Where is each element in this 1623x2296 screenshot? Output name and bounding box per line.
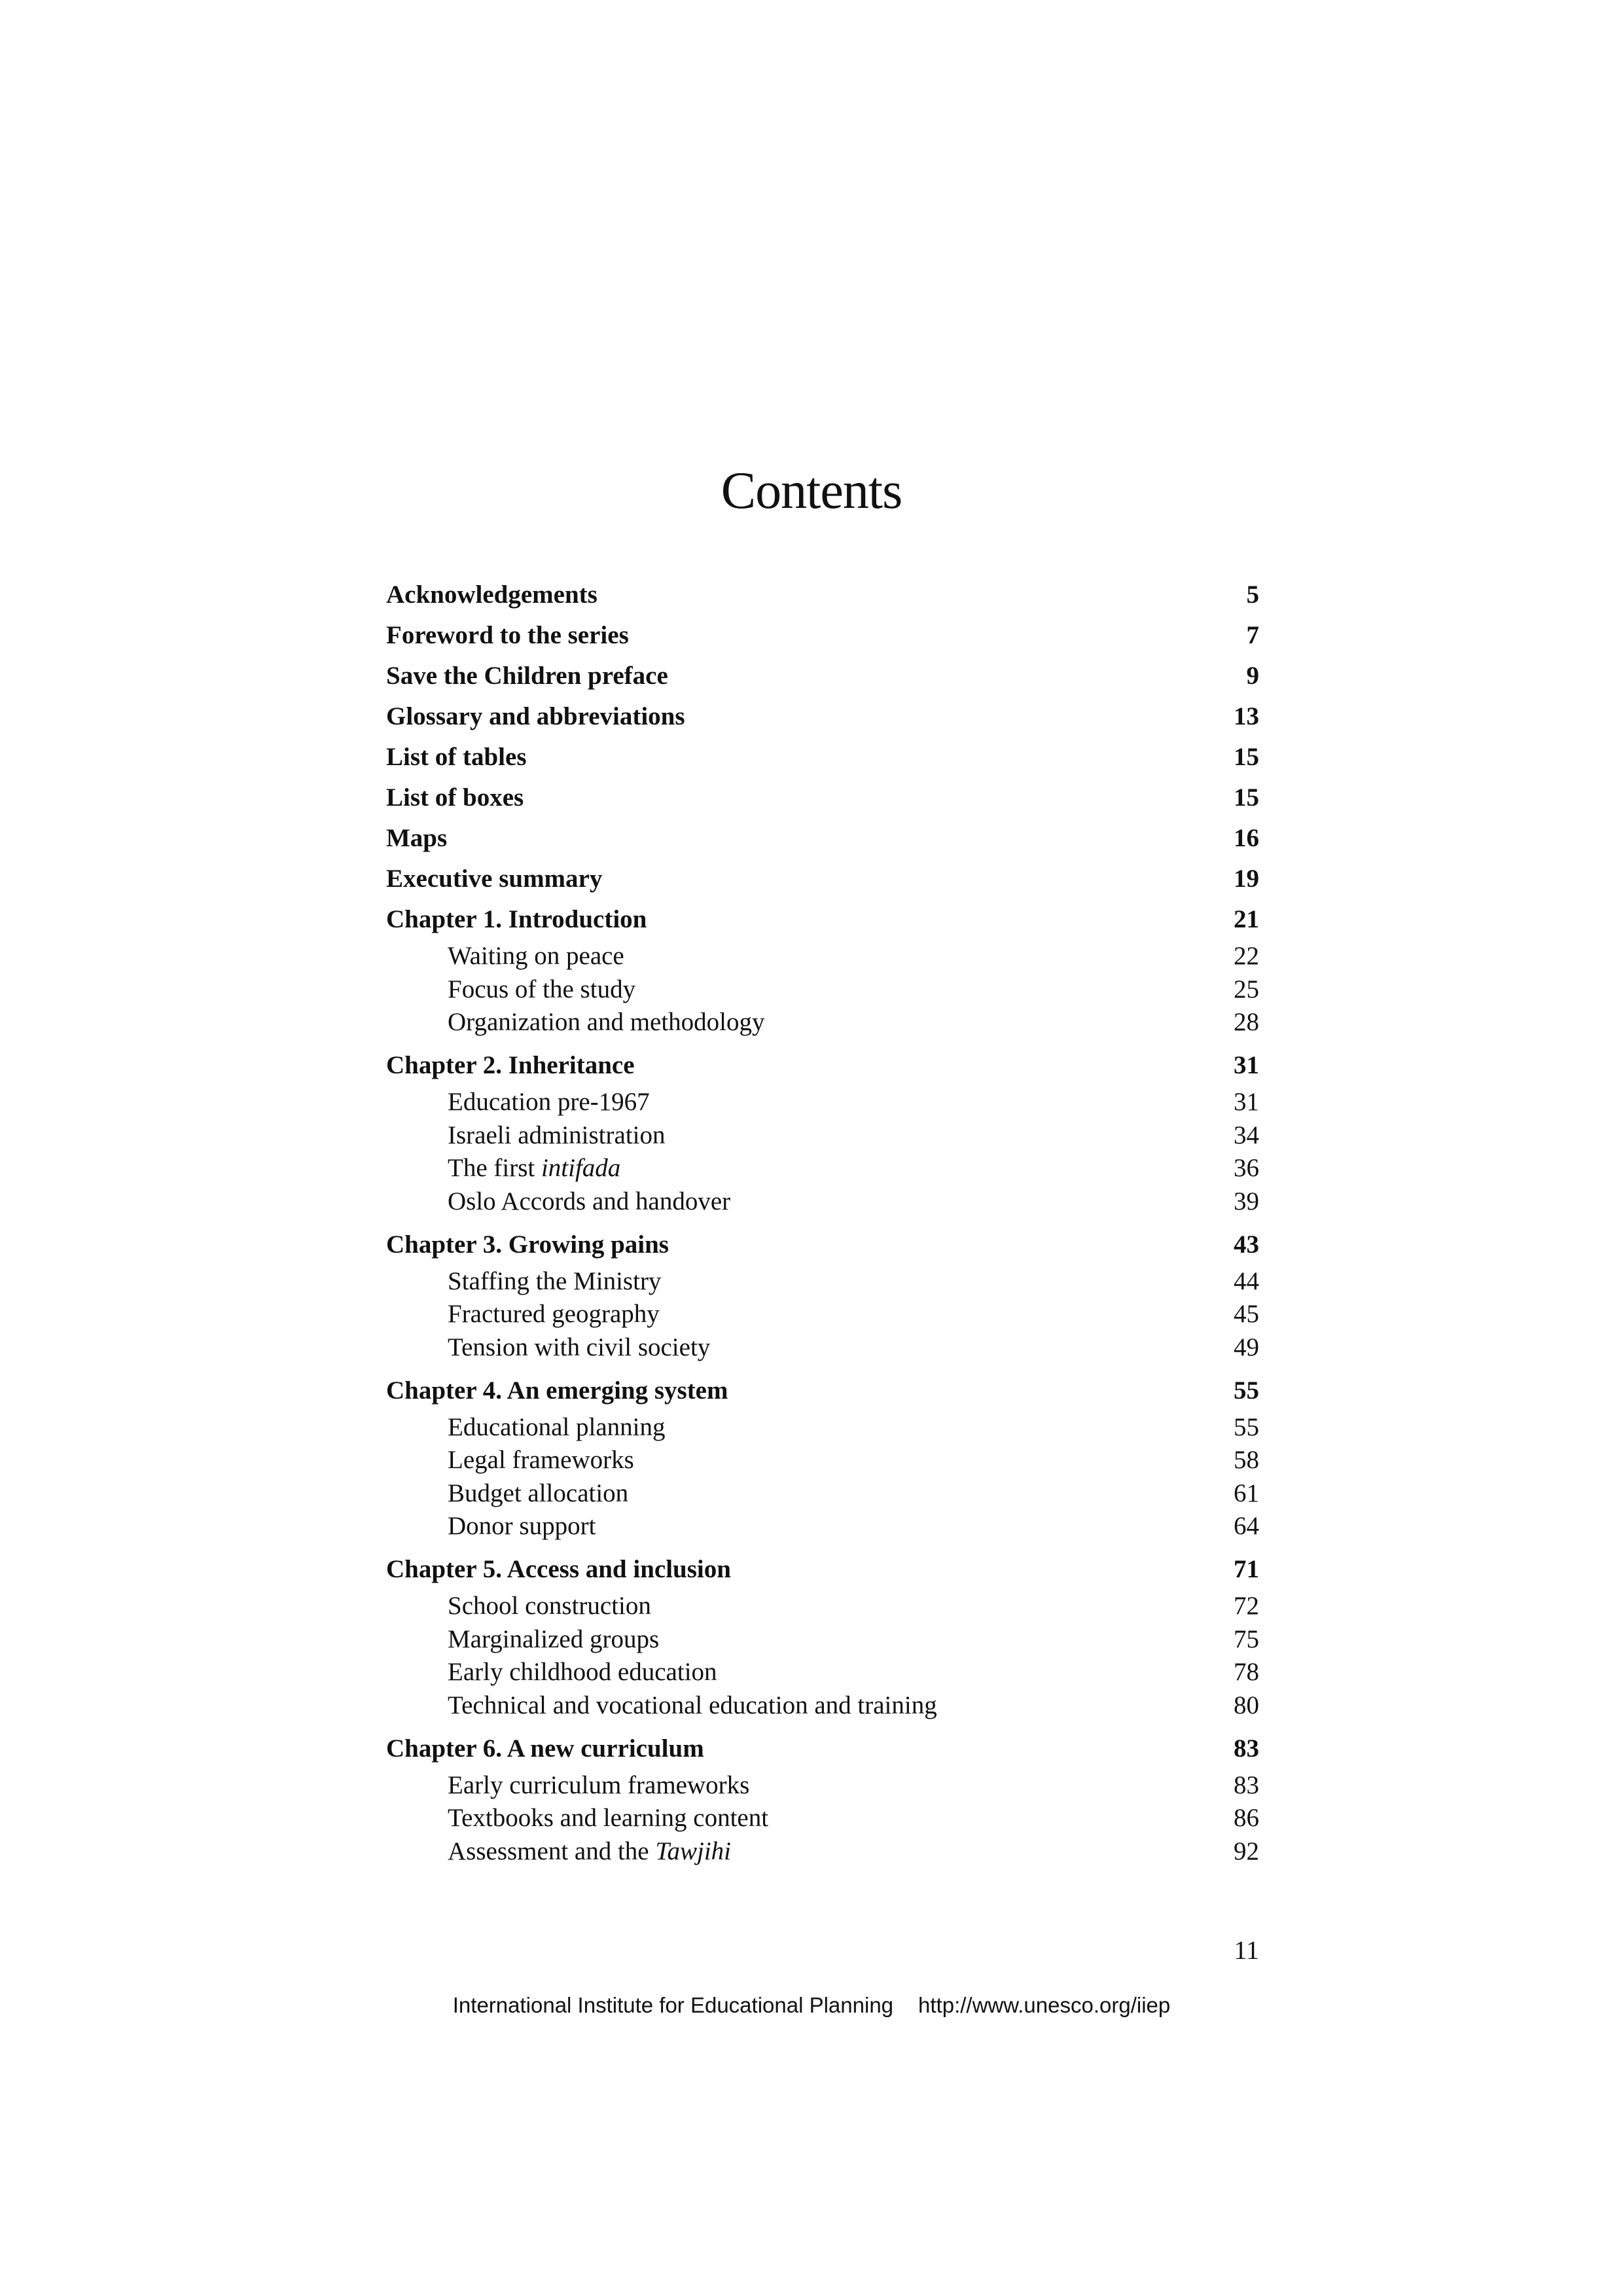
toc-entry[interactable] [386,696,1259,737]
toc-entry-title: Tension with civil society [448,1333,711,1361]
footer-institute: International Institute for Educational Planning [452,1993,894,2017]
toc-entry-page: 45 [1234,1300,1259,1328]
toc-entry-title: Technical and vocational education and training [448,1691,937,1719]
toc-entry-title: Chapter 5. Access and inclusion [386,1555,731,1583]
table-of-contents [386,575,1259,1868]
toc-entry-title: Chapter 2. Inheritance [386,1051,635,1079]
toc-entry-title: The first intifada [448,1154,621,1182]
toc-entry-page: 49 [1234,1333,1259,1361]
toc-entry-page: 75 [1234,1624,1259,1653]
toc-entry-title: Save the Children preface [386,662,668,690]
toc-entry[interactable] [386,615,1259,656]
toc-entry-title: Chapter 3. Growing pains [386,1230,669,1259]
toc-entry-title: Education pre-1967 [448,1088,650,1116]
toc-entry[interactable] [386,1729,1259,1769]
toc-subentry[interactable] [386,1477,1259,1511]
toc-subentry[interactable] [386,1298,1259,1331]
toc-entry-title: Legal frameworks [448,1446,634,1474]
toc-entry-page: 43 [1234,1230,1259,1259]
toc-subentry[interactable] [386,1185,1259,1225]
toc-subentry[interactable] [386,1623,1259,1657]
toc-entry-title: List of tables [386,743,527,771]
toc-entry-page: 7 [1246,621,1259,649]
toc-entry-page: 58 [1234,1446,1259,1474]
toc-entry-title: Oslo Accords and handover [448,1187,731,1215]
toc-subentry[interactable] [386,1510,1259,1549]
toc-entry-title: Assessment and the Tawjihi [448,1837,732,1865]
toc-entry-page: 72 [1234,1592,1259,1620]
toc-entry-title: Marginalized groups [448,1624,660,1653]
toc-entry-title: Educational planning [448,1412,666,1441]
toc-entry[interactable] [386,1045,1259,1086]
toc-entry-page: 25 [1234,975,1259,1003]
toc-entry-page: 9 [1246,662,1259,690]
toc-entry-title: Foreword to the series [386,621,629,649]
toc-entry-title: Donor support [448,1512,596,1540]
toc-entry-page: 31 [1234,1051,1259,1079]
toc-entry[interactable] [386,575,1259,615]
toc-entry-title: Organization and methodology [448,1008,765,1036]
toc-entry-page: 28 [1234,1008,1259,1036]
toc-subentry[interactable] [386,1769,1259,1803]
toc-subentry[interactable] [386,1152,1259,1185]
toc-entry-title: Early curriculum frameworks [448,1770,750,1799]
toc-entry-title: Waiting on peace [448,942,624,970]
toc-entry-page: 64 [1234,1512,1259,1540]
toc-entry[interactable] [386,1225,1259,1265]
toc-entry[interactable] [386,778,1259,818]
toc-subentry[interactable] [386,1835,1259,1869]
toc-entry-page: 31 [1234,1088,1259,1116]
toc-subentry[interactable] [386,1656,1259,1689]
toc-entry-title: Chapter 4. An emerging system [386,1376,728,1405]
toc-subentry[interactable] [386,1444,1259,1477]
toc-entry-page: 55 [1234,1376,1259,1405]
toc-entry[interactable] [386,1549,1259,1590]
toc-entry-page: 15 [1234,743,1259,771]
toc-entry-page: 61 [1234,1479,1259,1507]
toc-subentry[interactable] [386,973,1259,1007]
toc-entry-page: 71 [1234,1555,1259,1583]
toc-entry-title: Chapter 6. A new curriculum [386,1734,704,1763]
toc-entry-page: 55 [1234,1412,1259,1441]
toc-subentry[interactable] [386,1331,1259,1371]
toc-entry-page: 83 [1234,1734,1259,1763]
toc-entry-page: 83 [1234,1770,1259,1799]
toc-subentry[interactable] [386,1265,1259,1299]
footer-url: http://www.unesco.org/iiep [918,1993,1171,2017]
toc-entry-page: 13 [1234,702,1259,730]
toc-entry-title: Fractured geography [448,1300,660,1328]
page-number: 11 [1234,1935,1259,1965]
toc-entry-page: 44 [1234,1266,1259,1295]
toc-subentry[interactable] [386,1119,1259,1153]
toc-entry-title: Acknowledgements [386,581,597,609]
toc-entry-title: List of boxes [386,783,524,812]
toc-subentry[interactable] [386,1086,1259,1119]
toc-entry-page: 16 [1234,824,1259,852]
toc-entry-page: 92 [1234,1837,1259,1865]
toc-entry-page: 80 [1234,1691,1259,1719]
toc-subentry[interactable] [386,940,1259,973]
toc-entry-page: 36 [1234,1154,1259,1182]
toc-entry-title: Glossary and abbreviations [386,702,685,730]
toc-subentry[interactable] [386,1411,1259,1444]
toc-entry-title: School construction [448,1592,651,1620]
toc-entry[interactable] [386,818,1259,859]
toc-subentry[interactable] [386,1689,1259,1729]
toc-entry[interactable] [386,656,1259,696]
toc-entry-title: Israeli administration [448,1121,666,1149]
toc-subentry[interactable] [386,1006,1259,1045]
toc-entry-page: 78 [1234,1658,1259,1686]
toc-entry-title: Chapter 1. Introduction [386,905,647,933]
toc-entry-title: Textbooks and learning content [448,1804,769,1832]
page-title: Contents [721,462,902,520]
toc-entry-title: Staffing the Ministry [448,1266,662,1295]
toc-entry[interactable] [386,859,1259,899]
toc-entry-title: Focus of the study [448,975,636,1003]
toc-entry-title: Maps [386,824,448,852]
toc-entry-page: 22 [1234,942,1259,970]
toc-entry[interactable] [386,1371,1259,1411]
footer [0,1991,1623,2020]
toc-entry-page: 21 [1234,905,1259,933]
toc-entry-page: 39 [1234,1187,1259,1215]
toc-entry[interactable] [386,899,1259,940]
toc-entry-title: Budget allocation [448,1479,629,1507]
toc-entry-title: Early childhood education [448,1658,717,1686]
toc-entry-title: Executive summary [386,865,603,893]
toc-entry-page: 19 [1234,865,1259,893]
toc-entry[interactable] [386,737,1259,778]
toc-subentry[interactable] [386,1802,1259,1835]
toc-entry-page: 86 [1234,1804,1259,1832]
toc-entry-page: 15 [1234,783,1259,812]
toc-entry-page: 34 [1234,1121,1259,1149]
toc-entry-page: 5 [1246,581,1259,609]
toc-subentry[interactable] [386,1590,1259,1623]
